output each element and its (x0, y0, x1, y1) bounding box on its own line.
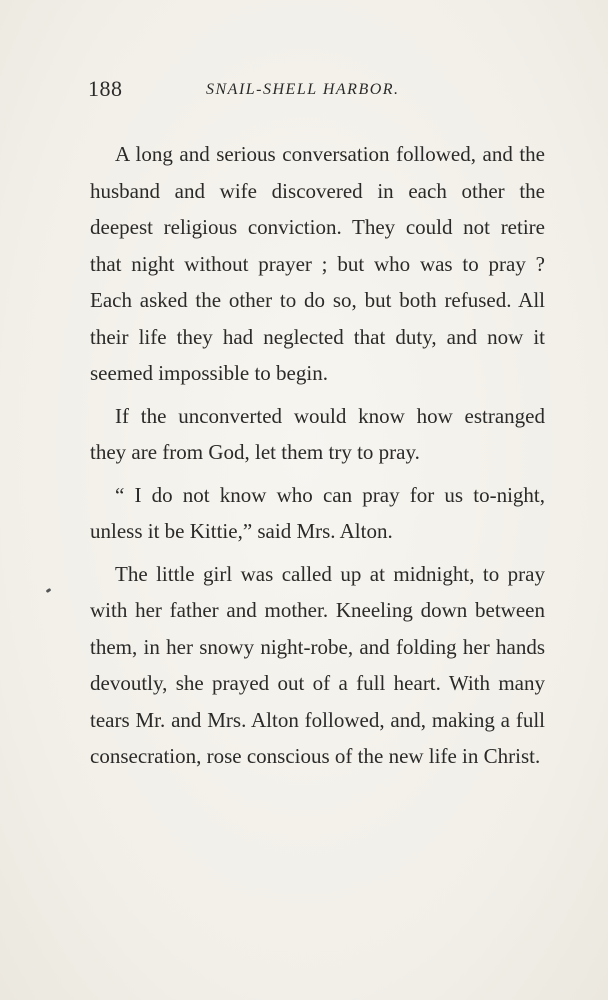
paragraph-3: “ I do not know who can pray for us to-night, unless it be Kittie,” said Mrs. Alton. (90, 482, 545, 543)
paragraph-1: A long and serious conversation followed, and the husband and wife discovered in each other the deepest religious conviction. They could not retire that night without prayer ; but who was to pray ? Each asked the other to do so, but both refused. All their life they had neglected that duty, and now it seemed impossible to begin. (90, 142, 545, 385)
paragraph-2: If the unconverted would know how estranged they are from God, let them try to pray. (90, 403, 545, 464)
paragraph-4: The little girl was called up at midnight, to pray with her father and mother. Kneeling down between them, in her snowy night-robe, and folding her hands devoutly, she prayed out of a full heart. With many tears Mr. and Mrs. Alton followed, and, making a full consecration, rose conscious of the new life in Christ. (90, 561, 545, 768)
ink-speck (46, 588, 52, 593)
page-number: 188 (88, 76, 123, 101)
body-text (90, 136, 545, 775)
running-head (88, 76, 548, 106)
running-title: SNAIL-SHELL HARBOR. (206, 81, 400, 98)
